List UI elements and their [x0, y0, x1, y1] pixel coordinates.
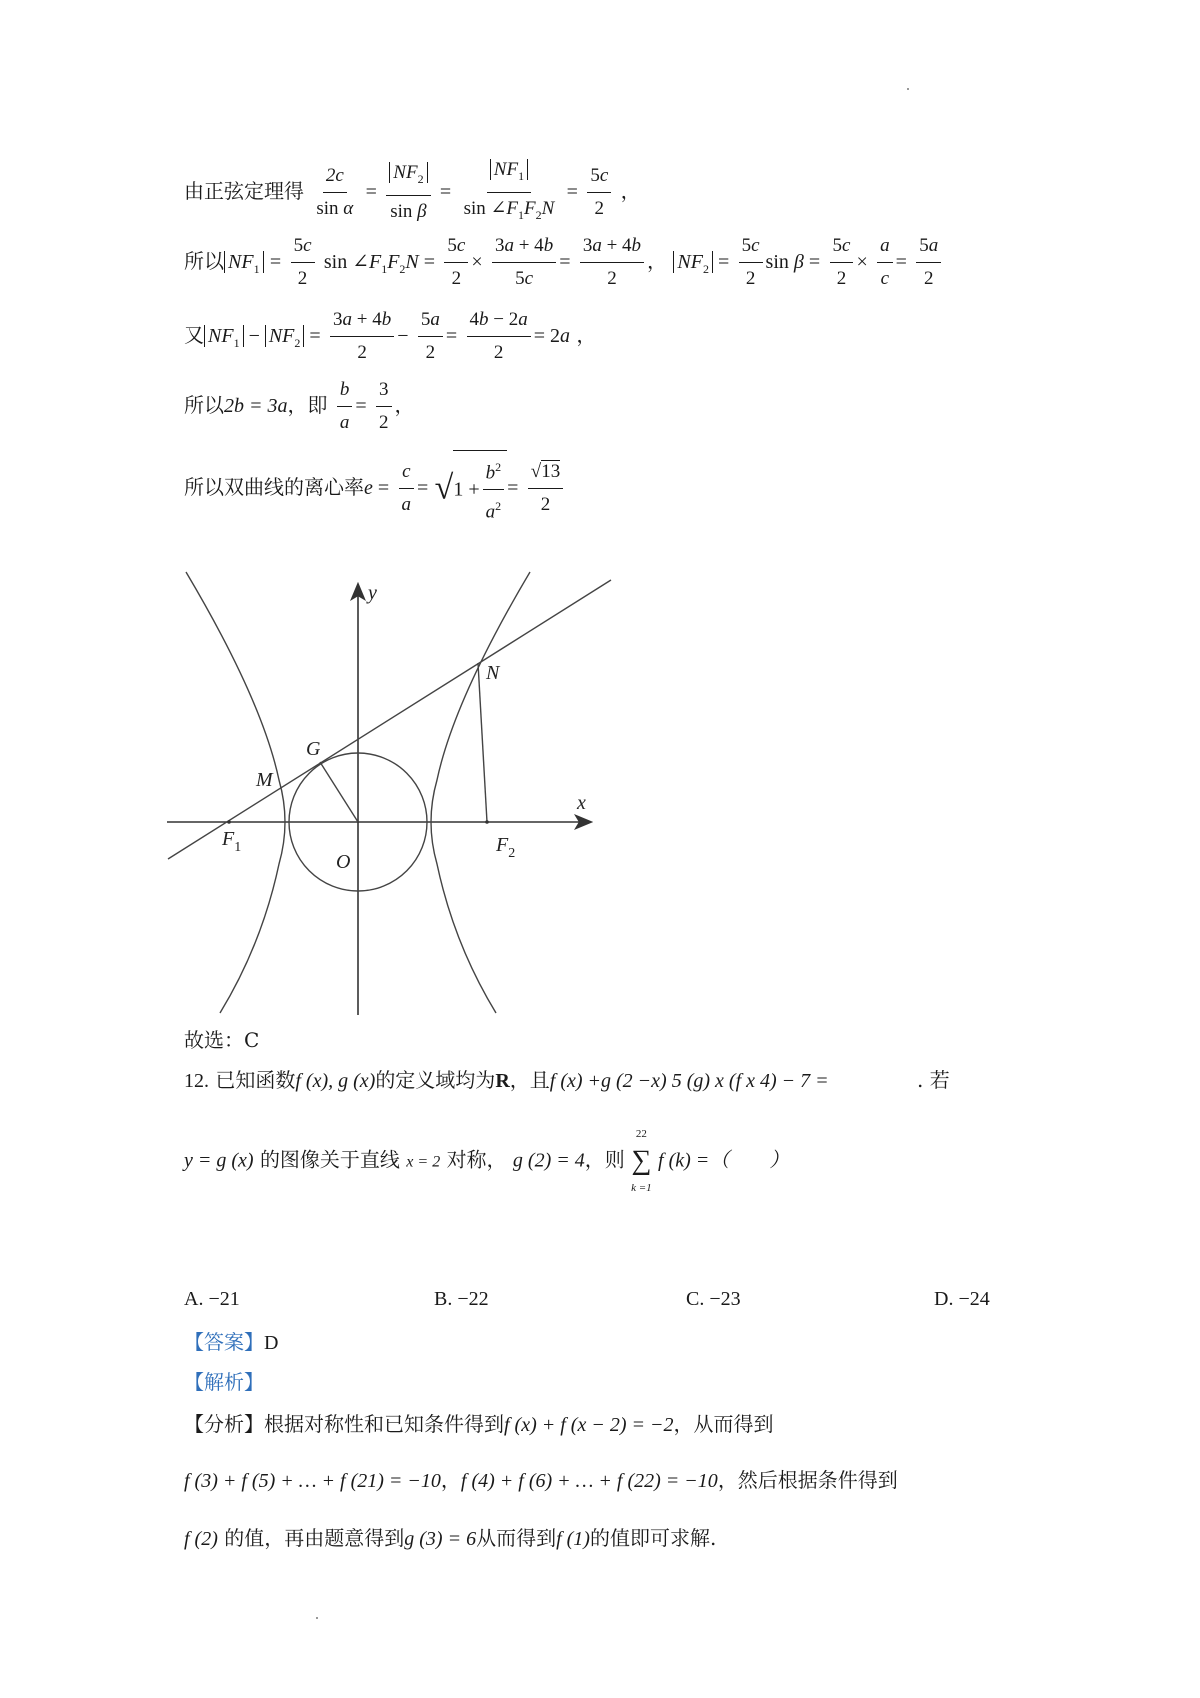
formula: $\frac{NF_2}{\text{sin β}}$ — [386, 159, 430, 226]
equation: f (1) — [556, 1528, 590, 1550]
formula: $\frac{5c}{2}$ — [587, 162, 611, 223]
label-M: M — [256, 769, 273, 791]
label-G: G — [306, 738, 321, 760]
text: . 若 — [917, 1068, 950, 1092]
text: ，从而得到 — [673, 1412, 774, 1436]
analysis-tag: 【解析】 — [184, 1370, 264, 1394]
text: 的值，再由题意得到 — [224, 1526, 405, 1550]
analysis-heading — [184, 1368, 264, 1396]
analysis-line-1 — [184, 1410, 774, 1439]
option-C[interactable]: C. −23 — [686, 1288, 741, 1310]
equation: x = 2 — [406, 1153, 441, 1171]
text: ， — [647, 249, 668, 273]
text: 已知函数 — [215, 1068, 296, 1092]
text: 的定义域均为 — [375, 1068, 496, 1092]
option-A[interactable]: A. −21 — [184, 1288, 240, 1310]
point-F1 — [227, 820, 231, 824]
hyperbola-figure — [160, 560, 630, 1030]
text: 所以双曲线的离心率 — [184, 474, 364, 499]
hyperbola-right-branch — [431, 572, 530, 1013]
equation: g (2) = 4 — [512, 1149, 585, 1172]
text: 由正弦定理得 — [184, 178, 304, 203]
solution-line-1: 由正弦定理得 $\frac{2c}{\text{sin α}}$ = $\frac{NF_2}{\text{sin β}}$ = $\frac{NF_1}{\sin \angle F_1F_2N}$ = $\frac{5c}{2}$ ， — [184, 156, 641, 229]
text: ， — [620, 178, 641, 203]
label-F2: $F_2$ — [496, 834, 516, 861]
label-F1: $F_1$ — [222, 828, 242, 855]
label-y: y — [368, 582, 377, 604]
equation: 2b = 3a — [224, 395, 288, 417]
answer-value: D — [264, 1332, 279, 1354]
summation: 22 ∑ k =1 — [631, 1128, 652, 1194]
text: ，则 — [584, 1147, 625, 1172]
equation: g (3) = 6 — [404, 1528, 477, 1550]
text: ， — [394, 393, 415, 417]
equation: f (2) — [184, 1528, 218, 1550]
label-O: O — [336, 851, 351, 873]
equation: y = g (x) — [184, 1149, 254, 1172]
solution-line-3: 又 $NF_1 - NF_2$ = $\frac{3a + 4b}{2}$ − $\frac{5a}{2}$ = $\frac{4b - 2a}{2}$ = 2a ， — [184, 306, 596, 367]
text: 【分析】 — [184, 1412, 264, 1436]
question-12-line-1 — [184, 1066, 950, 1095]
text: 又 — [184, 323, 204, 347]
formula: $\frac{NF_1}{\sin \angle F_1F_2N}$ — [461, 156, 558, 229]
solution-line-4: 所以2b = 3a，即 $\frac{b}{a}$ = $\frac{3}{2}$ ， — [184, 376, 415, 437]
text: ，即 — [287, 393, 328, 417]
text: ， — [440, 1468, 461, 1492]
text: 的值即可求解. — [589, 1526, 717, 1550]
tangent-line — [168, 580, 611, 859]
label-x: x — [577, 792, 586, 814]
text: 从而得到 — [476, 1526, 557, 1550]
equation-garbled: f (x) +g (2 −x) 5 (g) x (f x 4) − 7 = — [549, 1070, 829, 1092]
equation: f (x), g (x) — [295, 1070, 376, 1092]
question-number: 12. — [184, 1070, 209, 1092]
text: ， — [576, 323, 597, 347]
text: 所以 — [184, 249, 224, 273]
text: 的图像关于直线 — [259, 1147, 400, 1172]
segment-OG — [320, 762, 358, 822]
formula: $\frac{2c}{\text{sin α}}$ — [313, 162, 356, 223]
answer-tag: 【答案】 — [184, 1330, 264, 1354]
text: 所以 — [184, 393, 224, 417]
text: 对称， — [446, 1147, 507, 1172]
analysis-line-2 — [184, 1466, 898, 1495]
set-R: R — [495, 1070, 510, 1092]
hyperbola-left-branch — [186, 572, 285, 1013]
scan-dot-bottom — [316, 1617, 318, 1619]
option-B[interactable]: B. −22 — [434, 1288, 489, 1310]
text: 根据对称性和已知条件得到 — [264, 1412, 504, 1436]
label-N: N — [486, 662, 500, 684]
question-12-line-2 — [184, 1120, 789, 1202]
answer-choice-line: 故选：C — [184, 1028, 260, 1052]
scan-dot-top — [907, 88, 909, 90]
segment-NF2 — [478, 663, 487, 822]
solution-line-5: 所以双曲线的离心率e = $\frac{c}{a}$ = √1 + $\frac{b^2}{a^2}$ = $\frac{√13}{2}$ — [184, 450, 566, 527]
equation: f (x) + f (x − 2) = −2 — [504, 1414, 674, 1436]
point-F2 — [485, 820, 489, 824]
solution-line-2: 所以 $NF_1$ = $\frac{5c}{2}$ $\sin \angle F_1F_2N$ = $\frac{5c}{2}$ × $\frac{3a + 4b}{5c}$ = $\frac{3a + 4b}{2}$ ， $NF_2$ = $\frac{5c}{2}$ sin β = $\frac{5c}{2}$ × $\frac{a}{c}$ = $\frac{5a}{2}$ — [184, 232, 944, 293]
equation: f (k) =（ ） — [658, 1149, 790, 1172]
option-D[interactable]: D. −24 — [934, 1288, 990, 1310]
analysis-line-3 — [184, 1524, 716, 1553]
text: ，且 — [509, 1068, 550, 1092]
answer-line — [184, 1328, 278, 1357]
text: ，然后根据条件得到 — [717, 1468, 898, 1492]
equation: f (4) + f (6) + … + f (22) = −10 — [460, 1470, 718, 1492]
equation: f (3) + f (5) + … + f (21) = −10 — [184, 1470, 441, 1492]
